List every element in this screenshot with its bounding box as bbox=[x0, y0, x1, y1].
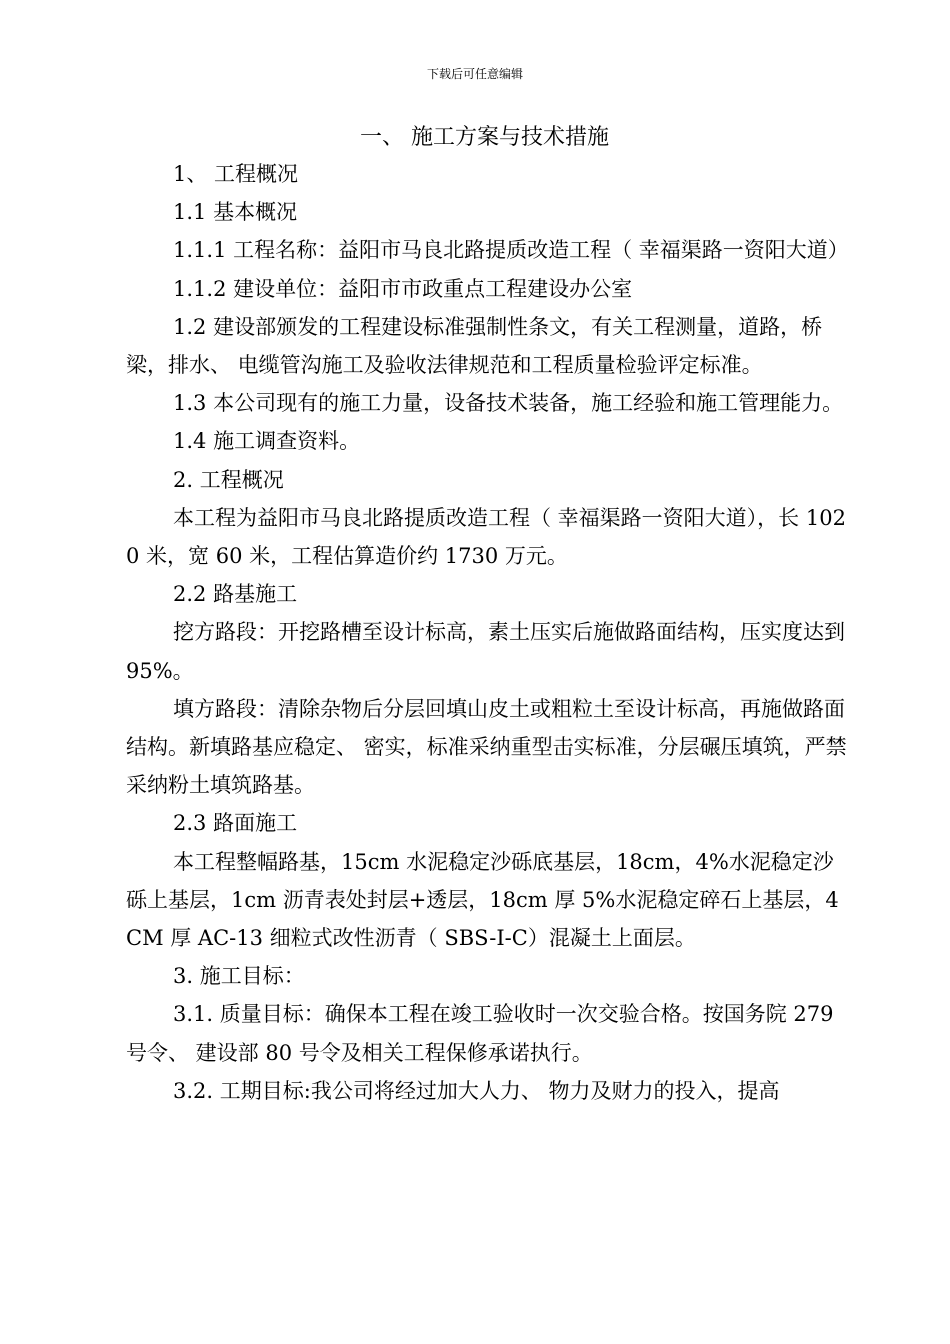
paragraph: 本工程为益阳市马良北路提质改造工程（ 幸福渠路一资阳大道），长 1020 米，宽 60 米，工程估算造价约 1730 万元。 bbox=[126, 505, 846, 569]
paragraph: 3.1. 质量目标：确保本工程在竣工验收时一次交验合格。按国务院 279 号令、 建设部 80 号令及相关工程保修承诺执行。 bbox=[126, 1002, 834, 1065]
paragraph: 1、 工程概况 bbox=[173, 162, 299, 186]
section-title: 一、 施工方案与技术措施 bbox=[360, 125, 609, 150]
paragraph: 本工程整幅路基，15cm 水泥稳定沙砾底基层，18cm，4%水泥稳定沙砾上基层，1cm 沥青表处封层+透层，18cm 厚 5%水泥稳定碎石上基层，4CM 厚 AC-13 细粒式改性沥青（ SBS-I-C）混凝土上面层。 bbox=[126, 849, 839, 951]
paragraph: 3.2. 工期目标:我公司将经过加大人力、 物力及财力的投入，提高 bbox=[173, 1078, 780, 1103]
paragraph: 2. 工程概况 bbox=[173, 467, 284, 492]
paragraph: 挖方路段：开挖路槽至设计标高，素土压实后施做路面结构，压实度达到 95%。 bbox=[126, 620, 845, 683]
paragraph: 1.1.2 建设单位：益阳市市政重点工程建设办公室 bbox=[173, 276, 633, 301]
document-body bbox=[126, 155, 850, 1110]
paragraph: 1.1.1 工程名称：益阳市马良北路提质改造工程（ 幸福渠路一资阳大道） bbox=[173, 238, 849, 263]
paragraph: 填方路段：清除杂物后分层回填山皮土或粗粒土至设计标高，再施做路面结构。新填路基应稳定、 密实，标准采纳重型击实标准，分层碾压填筑，严禁采纳粉土填筑路基。 bbox=[126, 696, 847, 798]
paragraph: 1.1 基本概况 bbox=[173, 200, 298, 225]
paragraph: 2.3 路面施工 bbox=[173, 811, 298, 836]
paragraph: 1.3 本公司现有的施工力量，设备技术装备，施工经验和施工管理能力。 bbox=[173, 391, 844, 416]
paragraph: 3. 施工目标： bbox=[173, 964, 305, 989]
header-note: 下载后可任意编辑 bbox=[426, 67, 523, 81]
paragraph: 2.2 路基施工 bbox=[173, 582, 298, 607]
paragraph: 1.2 建设部颁发的工程建设标准强制性条文，有关工程测量，道路，桥梁，排水、 电缆管沟施工及验收法律规范和工程质量检验评定标准。 bbox=[126, 314, 823, 378]
paragraph: 1.4 施工调查资料。 bbox=[173, 429, 361, 454]
